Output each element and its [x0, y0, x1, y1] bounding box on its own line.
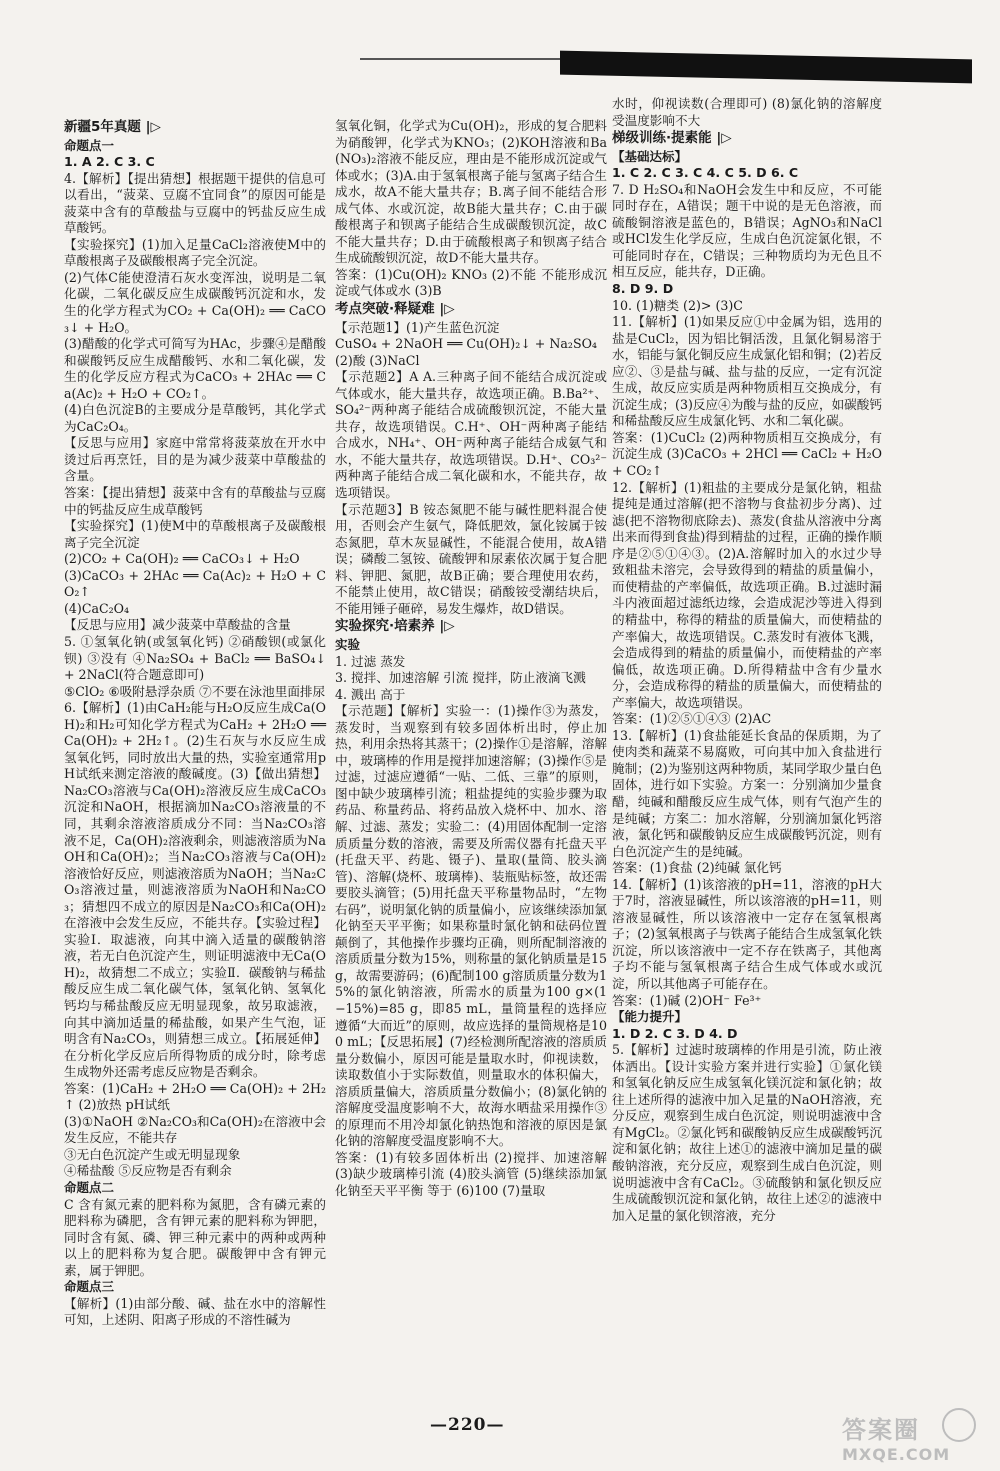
- paragraph: 氢氧化铜，化学式为Cu(OH)₂，形成的复合肥料为硝酸钾，化学式为KNO₃；(2)KOH溶液和Ba(NO₃)₂溶液不能反应，理由是不能形成沉淀或气体或水；(3)A.由于氢氧根离子能与氢离子结合生成水，故A不能大量共存；B.离子间不能结合形成气体、水或沉淀，故B能大量共存；C.由于碳酸根离子和钡离子能结合生成碳酸钡沉淀，故C不能大量共存；D.由于硫酸根离子和钡离子结合生成硫酸钡沉淀，故D不能大量共存。: [335, 118, 607, 266]
- section-heading: 实验探究·培素养 |▷: [335, 618, 455, 635]
- paragraph: 【示范题3】B 铵态氮肥不能与碱性肥料混合使用，否则会产生氨气，降低肥效，氯化铵属于铵态氮肥，草木灰显碱性，不能混合使用，故A错误；磷酸二氢铵、硫酸钾和尿素依次属于复合肥料、钾肥、氮肥，故B正确；要合理使用农药，不能禁止使用，故C错误；硝酸铵受潮结块后，不能用锤子砸碎，易发生爆炸，故D错误。: [335, 501, 607, 616]
- paragraph: 答案：(1)②⑤①④③ (2)AC: [612, 711, 772, 727]
- paragraph: (3)CaCO₃ + 2HAc ══ Ca(Ac)₂ + H₂O + CO₂↑: [64, 567, 326, 600]
- paragraph: CuSO₄ + 2NaOH ══ Cu(OH)₂↓ + Na₂SO₄: [335, 336, 597, 352]
- paragraph: 【实验探究】(1)使M中的草酸根离子及碳酸根离子完全沉淀: [64, 518, 326, 550]
- section-heading: 新疆5年真题 |▷: [64, 119, 161, 135]
- paragraph: 【示范题】【解析】实验一：(1)操作③为蒸发，蒸发时，当观察到有较多固体析出时，停止加热，利用余热将其蒸干；(2)操作①是溶解，溶解中，玻璃棒的作用是搅拌加速溶解；(3)操作⑤是过滤，过滤应遵循“一贴、二低、三靠”的原则，图中缺少玻璃棒引流；粗盐提纯的实验步骤为取药品、称量药品、将药品放入烧杯中、加水、溶解、过滤、蒸发；实验二：(4)用固体配制一定溶质质量分数的溶液，需要及所需仪器有托盘天平(托盘天平、药匙、镊子)、量取(量筒、胶头滴管)、溶解(烧杯、玻璃棒)、装瓶贴标签，故还需要胶头滴管；(5)用托盘天平称量物品时，“左物右码”，说明氯化钠的质量偏小，应该继续添加氯化钠至天平平衡；如果称量时氯化钠和砝码位置颠倒了，其他操作步骤均正确，则所配制溶液的溶质质量分数为15%，则称量的氯化钠质量是15 g，故需要游码；(6)配制100 g溶质质量分数为15%的氯化钠溶液，所需水的质量为100 g×(1−15%)=85 g，即85 mL，量筒量程的选择应遵循“大而近”的原则，故应选择的量筒规格是100 mL；【反思拓展】(7)经检测所配溶液的溶质质量分数偏小，原因可能是量取水时，仰视读数，读取数值小于实际数值，则量取水的体积偏大，溶质质量偏大，溶质质量分数偏小；(8)氯化钠的溶解度受温度影响不大，故海水晒盐采用操作③的原理而不用冷却氯化钠热饱和溶液的原因是氯化钠的溶解度受温度影响不大。: [335, 703, 607, 1149]
- paragraph: ③无白色沉淀产生或无明显现象: [64, 1146, 241, 1162]
- paragraph: 答案：(1)碱 (2)OH⁻ Fe³⁺: [612, 992, 762, 1008]
- answer-line: 1. C 2. C 3. C 4. C 5. D 6. C: [612, 165, 799, 181]
- paragraph: 5.【解析】过滤时玻璃棒的作用是引流，防止液体洒出。【设计实验方案并进行实验】①氯化镁和氢氧化钠反应生成氢氧化镁沉淀和氯化钠；故往上述所得的滤液中加入足量的NaOH溶液，充分反应，观察到生成白色沉淀，则说明滤液中含有MgCl₂。②氯化钙和碳酸钠反应生成碳酸钙沉淀和氯化钠；故往上述①的滤液中滴加足量的碳酸钠溶液，充分反应，观察到生成白色沉淀，则说明滤液中含有CaCl₂。③硫酸钠和氯化钡反应生成硫酸钡沉淀和氯化钠，故往上述②的滤液中加入足量的氯化钡溶液，充分: [612, 1042, 882, 1223]
- paragraph: (2)气体C能使澄清石灰水变浑浊，说明是二氧化碳，二氧化碳反应生成碳酸钙沉淀和水，发生的化学方程式为CO₂ + Ca(OH)₂ ══ CaCO₃↓ + H₂O。: [64, 269, 326, 335]
- column-left: [64, 118, 326, 1329]
- paragraph: C 含有氮元素的肥料称为氮肥，含有磷元素的肥料称为磷肥，含有钾元素的肥料称为钾肥，同时含有氮、磷、钾三种元素中的两种或两种以上的肥料称为复合肥。碳酸钾中含有钾元素，属于钾肥。: [64, 1196, 326, 1278]
- subsection-heading: 【基础达标】: [612, 148, 688, 164]
- paragraph: 答案：【提出猜想】菠菜中含有的草酸盐与豆腐中的钙盐反应生成草酸钙: [64, 485, 326, 517]
- paragraph: 5. ①氢氧化钠(或氢氧化钙) ②硝酸钡(或氯化钡) ③没有 ④Na₂SO₄ + BaCl₂ ══ BaSO₄↓ + 2NaCl(符合题意即可): [64, 633, 326, 683]
- paragraph: 1. 过滤 蒸发: [335, 653, 406, 669]
- paragraph: 4.【解析】【提出猜想】根据题干提供的信息可以看出，“菠菜、豆腐不宜同食”的原因可能是菠菜中含有的草酸盐与豆腐中的钙盐反应生成草酸钙。: [64, 170, 326, 236]
- paragraph: 11.【解析】(1)如果反应①中金属为铝，选用的盐是CuCl₂，因为铝比铜活泼，且氯化铜易溶于水，铝能与氯化铜反应生成氯化铝和铜；(2)若反应②、③是盐与碱、盐与盐的反应，一定有沉淀生成，故反应实质是两种物质相互交换成分，有沉淀生成；(3)反应④为酸与盐的反应，如碳酸钙和稀盐酸反应生成氯化钙、水和二氧化碳。: [612, 314, 882, 429]
- paragraph: (3)①NaOH ②Na₂CO₃和Ca(OH)₂在溶液中会发生反应，不能共存: [64, 1113, 326, 1146]
- paragraph: 【示范题1】(1)产生蓝色沉淀: [335, 319, 500, 335]
- watermark-title: 答案圈: [842, 1416, 920, 1444]
- subsection-heading: 实验: [335, 636, 361, 652]
- watermark-url: MXQE.COM: [842, 1445, 951, 1464]
- subsection-heading: 命题点二: [64, 1180, 115, 1195]
- watermark-seal-icon: [942, 1408, 976, 1442]
- paragraph: 【反思与应用】减少菠菜中草酸盐的含量: [64, 617, 291, 633]
- paragraph: 13.【解析】(1)食盐能延长食品的保质期，为了使肉类和蔬菜不易腐败，可向其中加入食盐进行腌制；(2)为鉴别这两种物质，某同学取少量白色固体，进行如下实验。方案一：分别滴加少量食醋，纯碱和醋酸反应生成气体，则有气泡产生的是纯碱；方案二：加水溶解，分别滴加氯化钙溶液，氯化钙和碳酸钠反应生成碳酸钙沉淀，则有白色沉淀产生的是纯碱。: [612, 727, 882, 859]
- paragraph: 答案：(1)CaH₂ + 2H₂O ══ Ca(OH)₂ + 2H₂↑ (2)放热 pH试纸: [64, 1080, 326, 1113]
- column-middle: [335, 118, 607, 1200]
- watermark-logo: [842, 1410, 982, 1462]
- paragraph: 水时，仰视读数(合理即可) (8)氯化钠的溶解度受温度影响不大: [612, 96, 882, 128]
- paragraph: (4)CaC₂O₄: [64, 600, 130, 616]
- answer-line: 1. D 2. C 3. D 4. D: [612, 1025, 738, 1041]
- answer-line: 1. A 2. C 3. C: [64, 154, 155, 170]
- paragraph: 10. (1)糖类 (2)> (3)C: [612, 297, 743, 313]
- paragraph: 【反思与应用】家庭中常常将菠菜放在开水中烫过后再烹饪，目的是为减少菠菜中草酸盐的含量。: [64, 435, 326, 484]
- paragraph: 答案：(1)Cu(OH)₂ KNO₃ (2)不能 不能形成沉淀或气体或水 (3)B: [335, 266, 607, 299]
- subsection-heading: 命题点三: [64, 1279, 115, 1295]
- subsection-heading: 命题点一: [64, 137, 115, 153]
- paragraph: 3. 搅拌、加速溶解 引流 搅拌，防止液滴飞溅: [335, 670, 586, 686]
- section-heading: 考点突破·释疑难 |▷: [335, 301, 455, 318]
- paragraph: ④稀盐酸 ⑤反应物是否有剩余: [64, 1163, 232, 1179]
- paragraph: 6.【解析】(1)由CaH₂能与H₂O反应生成Ca(OH)₂和H₂可知化学方程式为CaH₂ + 2H₂O ══ Ca(OH)₂ + 2H₂↑。(2)生石灰与水反应生成氢氧化钙，同时放出大量的热，实验室通常用pH试纸来测定溶液的酸碱度。(3)【做出猜想】Na₂CO₃溶液与Ca(OH)₂溶液反应生成CaCO₃沉淀和NaOH，根据滴加Na₂CO₃溶液量的不同，其剩余溶液溶质成分不同：当Na₂CO₃溶液不足，Ca(OH)₂溶液剩余，则滤液溶质为NaOH和Ca(OH)₂；当Na₂CO₃溶液与Ca(OH)₂溶液恰好反应，则滤液溶质为NaOH；当Na₂CO₃溶液过量，则滤液溶质为NaOH和Na₂CO₃；猜想四不成立的原因是Na₂CO₃和Ca(OH)₂在溶液中会发生反应，不能共存。【实验过程】实验Ⅰ．取滤液，向其中滴入适量的碳酸钠溶液，若无白色沉淀产生，则证明滤液中无Ca(OH)₂，故猜想二不成立；实验Ⅱ．碳酸钠与稀盐酸反应生成二氧化碳气体，氢氧化钠、氢氧化钙均与稀盐酸反应无明显现象，故另取滤液，向其中滴加适量的稀盐酸，如果产生气泡，证明含有Na₂CO₃，则猜想三成立。【拓展延伸】在分析化学反应后所得物质的成分时，除考虑生成物外还需考虑反应物是否剩余。: [64, 700, 326, 1080]
- answer-line: 8. D 9. D: [612, 281, 674, 297]
- paragraph: 14.【解析】(1)该溶液的pH=11，溶液的pH大于7时，溶液显碱性，所以该溶液的pH=11，则溶液显碱性，所以该溶液中一定存在氢氧根离子；(2)氢氧根离子与铁离子能结合生成氢氧化铁沉淀，所以该溶液中一定不存在铁离子，其他离子均不能与氢氧根离子结合生成气体或水或沉淀，所以其他离子可能存在。: [612, 876, 882, 991]
- paragraph: ⑤ClO₂ ⑥吸附悬浮杂质 ⑦不要在泳池里面排尿: [64, 683, 326, 699]
- paragraph: 【示范题2】A A.三种离子间不能结合成沉淀或气体或水，能大量共存，故选项正确。B.Ba²⁺、SO₄²⁻两种离子能结合成硫酸钡沉淀，不能大量共存，故选项错误。C.H⁺、OH⁻两种离子能结合成水，NH₄⁺、OH⁻两种离子能结合成氨气和水，不能大量共存，故选项错误。D.H⁺、CO₃²⁻两种离子能结合成二氧化碳和水，不能共存，故选项错误。: [335, 369, 607, 501]
- header-rule: [360, 58, 560, 60]
- paragraph: (3)醋酸的化学式可简写为HAc，步骤④是醋酸和碳酸钙反应生成醋酸钙、水和二氧化碳，发生的化学反应方程式为CaCO₃ + 2HAc ══ Ca(Ac)₂ + H₂O + CO₂↑。: [64, 336, 326, 401]
- paragraph: (2)CO₂ + Ca(OH)₂ ══ CaCO₃↓ + H₂O: [64, 551, 300, 567]
- paragraph: 答案：(1)食盐 (2)纯碱 氯化钙: [612, 860, 782, 876]
- paragraph: 4. 溅出 高于: [335, 686, 406, 702]
- paragraph: 12.【解析】(1)粗盐的主要成分是氯化钠，粗盐提纯是通过溶解(把不溶物与食盐初步分离)、过滤(把不溶物彻底除去)、蒸发(食盐从溶液中分离出来而得到食盐)得到精盐的过程，正确的操作顺序是②⑤①④③。(2)A.溶解时加入的水过少导致粗盐未溶完，会导致得到的精盐的质量偏小，而使精盐的产率偏低，故选项正确。B.过滤时漏斗内液面超过滤纸边缘，会造成泥沙等进入得到的精盐中，称得的精盐的质量偏大，而使精盐的产率偏大，故选项错误。C.蒸发时有液体飞溅，会造成得到的精盐的质量偏小，而使精盐的产率偏低，故选项正确。D.所得精盐中含有少量水分，会造成称得的精盐的质量偏大，而使精盐的产率偏大，故选项错误。: [612, 479, 882, 710]
- paragraph: (4)白色沉淀B的主要成分是草酸钙，其化学式为CaC₂O₄。: [64, 402, 326, 434]
- column-right: [612, 96, 882, 1224]
- paragraph: 【实验探究】(1)加入足量CaCl₂溶液使M中的草酸根离子及碳酸根离子完全沉淀。: [64, 236, 326, 269]
- subsection-heading: 【能力提升】: [612, 1009, 688, 1025]
- paragraph: (2)酸 (3)NaCl: [335, 352, 420, 368]
- header-band: [560, 51, 972, 84]
- paragraph: 7. D H₂SO₄和NaOH会发生中和反应，不可能同时存在，A错误；题干中说的是无色溶液，而硫酸铜溶液是蓝色的，B错误；AgNO₃和NaCl或HCl发生化学反应，生成白色沉淀氯化银，不可能同时存在，C错误；三种物质均为无色且不相互反应，能共存，D正确。: [612, 181, 882, 280]
- paragraph: 答案：(1)CuCl₂ (2)两种物质相互交换成分，有沉淀生成 (3)CaCO₃ + 2HCl ══ CaCl₂ + H₂O + CO₂↑: [612, 429, 882, 479]
- paragraph: 【解析】(1)由部分酸、碱、盐在水中的溶解性可知，上述阴、阳离子形成的不溶性碱为: [64, 1295, 326, 1328]
- page-number: —220—: [430, 1415, 505, 1435]
- section-heading: 梯级训练·提素能 |▷: [612, 130, 732, 147]
- paragraph: 答案：(1)有较多固体析出 (2)搅拌、加速溶解 (3)缺少玻璃棒引流 (4)胶头滴管 (5)继续添加氯化钠至天平平衡 等于 (6)100 (7)量取: [335, 1149, 607, 1198]
